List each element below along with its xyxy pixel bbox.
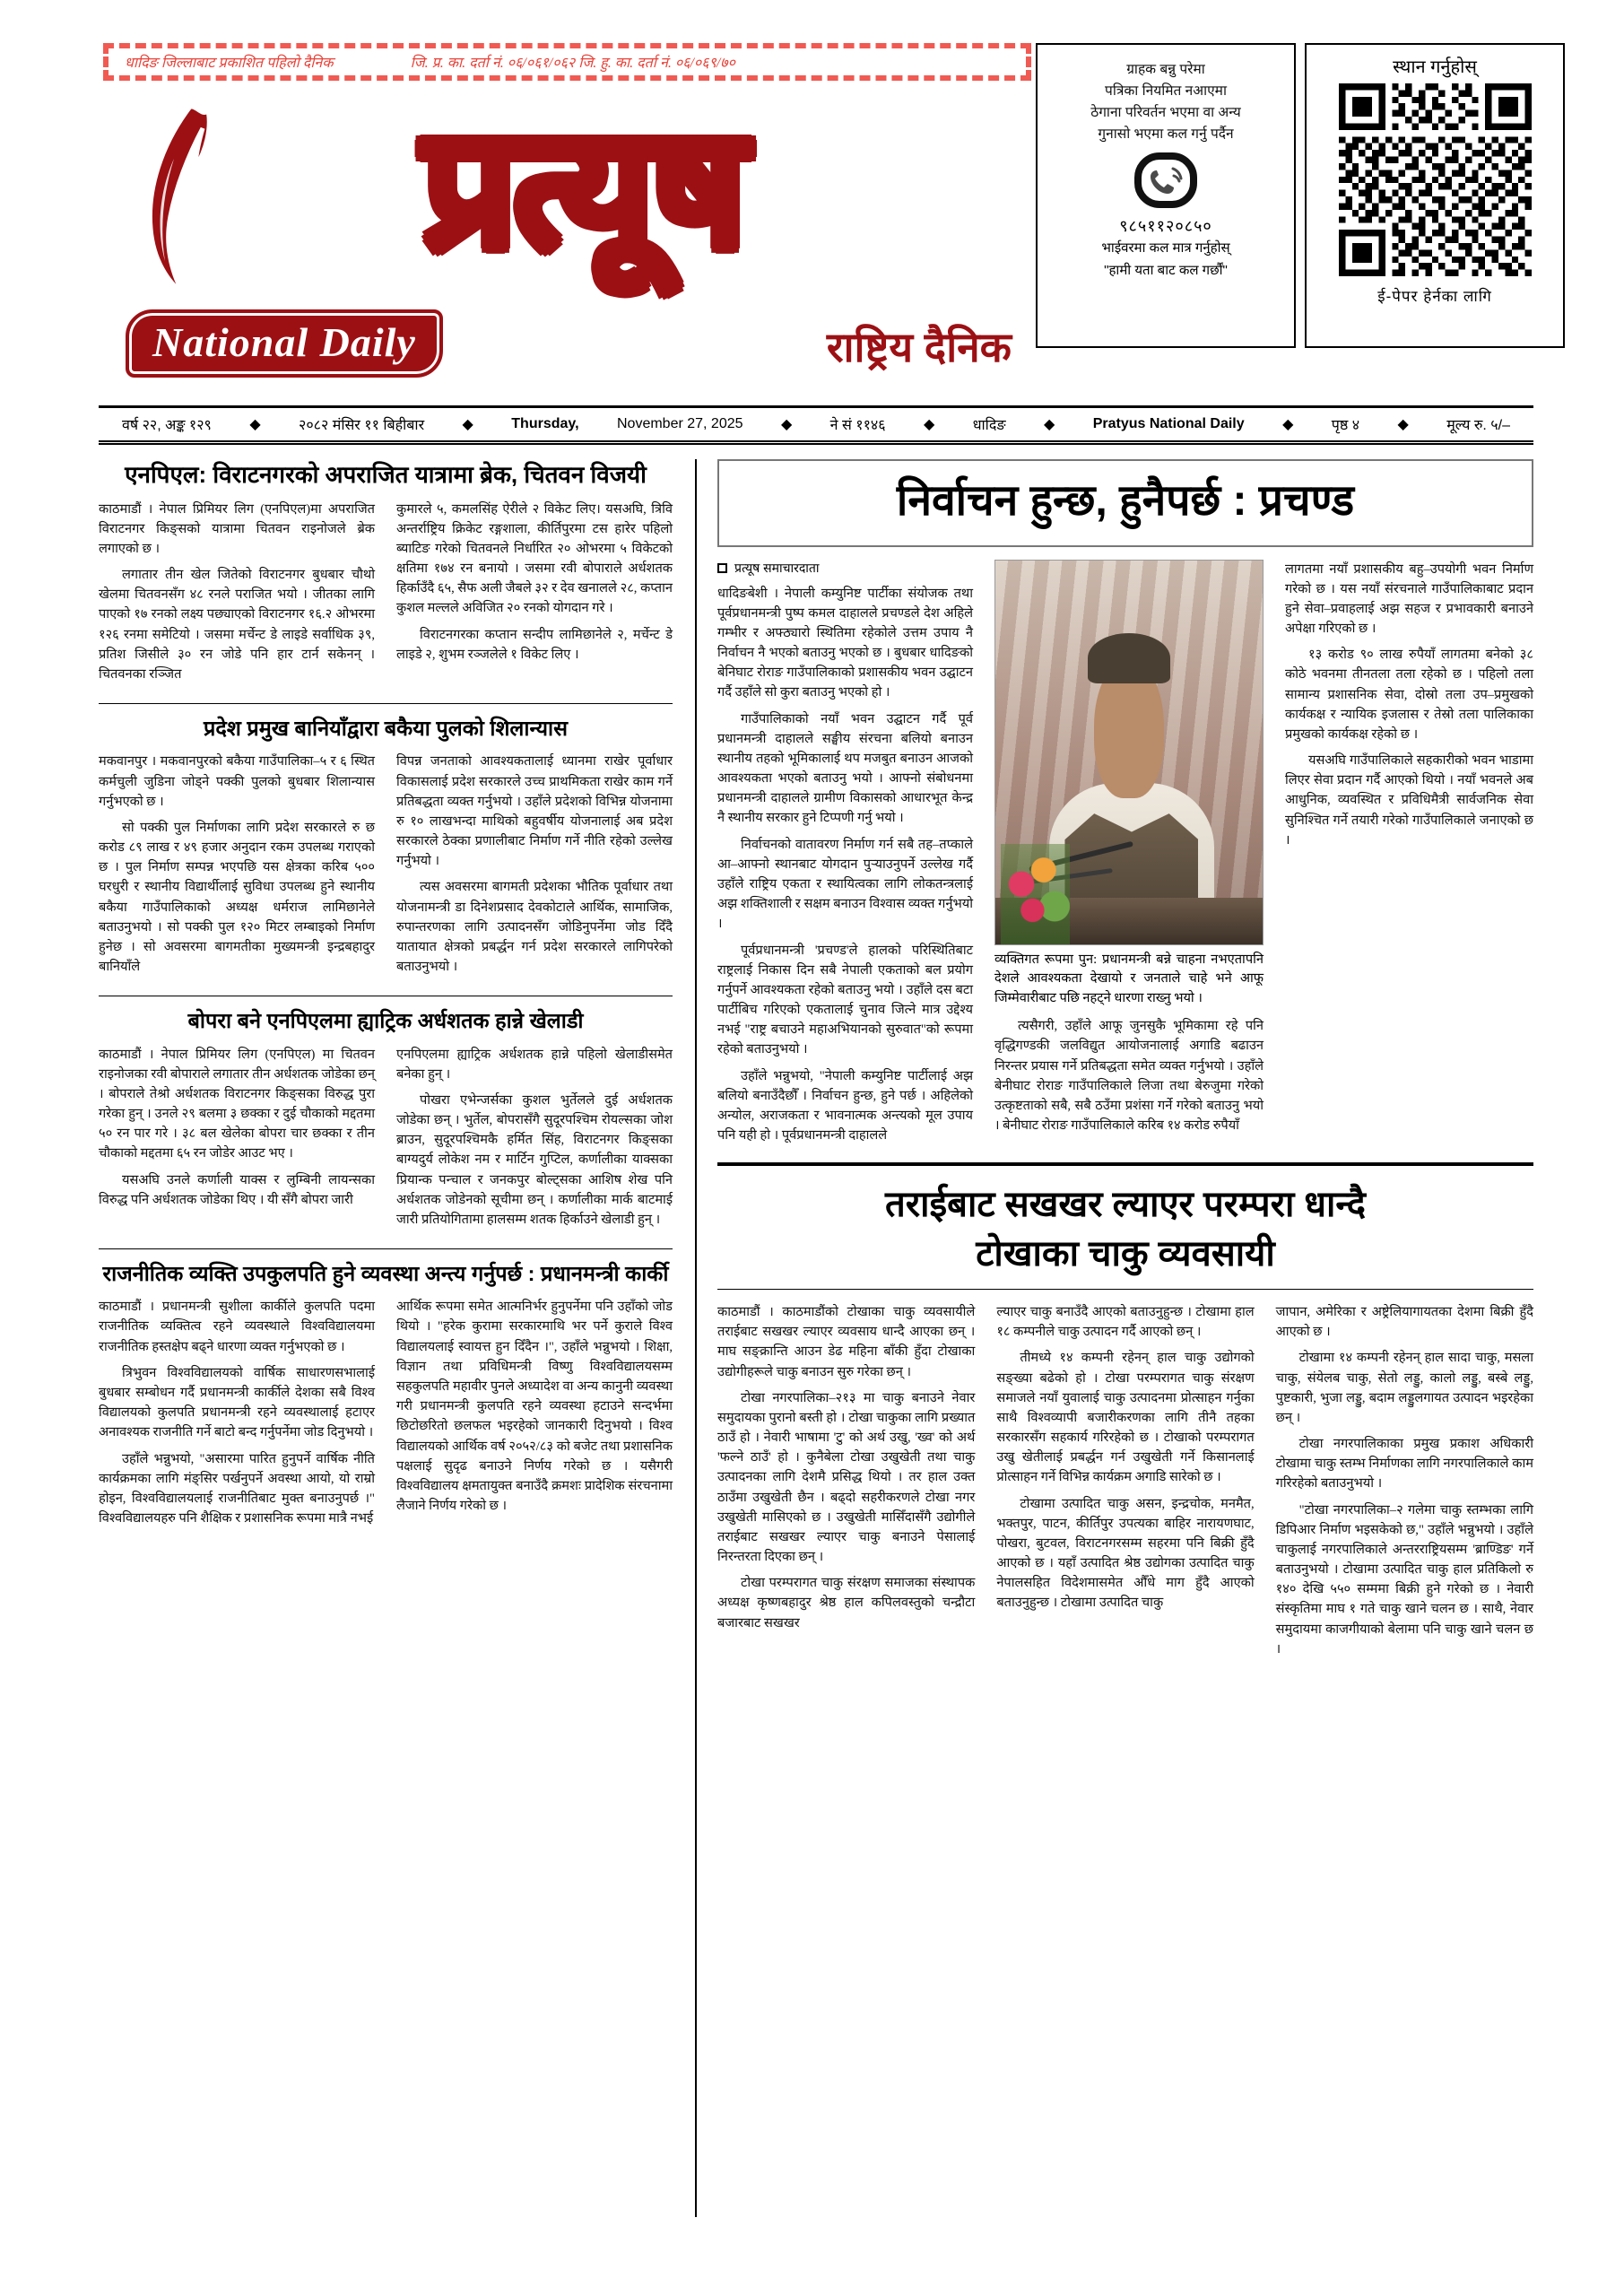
headline-rule	[717, 1289, 1533, 1290]
masthead-subtitles	[99, 309, 1031, 381]
photo-caption: व्यक्तिगत रूपमा पुन: प्रधानमन्त्री बन्ने चाहना नभएतापनि देशले आवश्यकता देखायो र जनताले चाहे भने आफू जिम्मेवारीबाट पछि नहट्ने धारणा राख्नु भयो ।	[994, 952, 1264, 1006]
paper-name-english: Pratyus National Daily	[1092, 416, 1245, 431]
separator-diamond-6: ◆	[1282, 417, 1294, 432]
english-date: November 27, 2025	[616, 416, 743, 431]
main-story-col-2	[994, 560, 1264, 1152]
paragraph: ल्याएर चाकु बनाउँदै आएको बताउनुहुन्छ । टोखामा हाल १८ कम्पनीले चाकु उत्पादन गर्दै आएको छन् ।	[996, 1305, 1255, 1340]
paragraph: काठमाडौं । काठमाडौंको टोखाका चाकु व्यवसायीले तराईबाट सखखर ल्याएर व्यवसाय धान्दै आएका छन् । माघ सङ्क्रान्ति आउन डेढ महिना बाँकी हुँदा टोखाका उद्योगीहरूले चाकु बनाउन सुरु गरेका छन् ।	[717, 1305, 976, 1379]
page-count: पृष्ठ ४	[1331, 418, 1360, 433]
viber-phone-icon	[1133, 152, 1198, 208]
story-col-2	[396, 1297, 673, 1535]
masthead-title: प्रत्यूष	[422, 96, 743, 282]
paragraph: आर्थिक रूपमा समेत आत्मनिर्भर हुनुपर्नेमा पनि उहाँको जोड थियो । "हरेक कुरामा सरकारमाथि भर पर्ने कुराले विश्व विद्यालयलाई स्वायत्त हुन दिँदैन ।", उहाँले भन्नुभयो । शिक्षा, विज्ञान तथा प्रविधिमन्त्री विष्णु विश्वविद्यालयसम्म सहकुलपति महावीर पुनले अध्यादेश वा अन्य कानुनी व्यवस्था गरी प्रधानमन्त्री कुलपति रहने व्यवस्था हटाउने सन्दर्भमा छिटोछरितो छलफल भइरहेको जानकारी दिनुभयो । विश्व विद्यालयको आर्थिक वर्ष २०५२/८३ को बजेट तथा प्रशासनिक पक्षलाई सुदृढ बनाउने निर्णय गरेको छ । यसैगरी विश्वविद्यालय क्षमतायुक्त बनाउँदै क्रमशः प्रादेशिक संरचनामा लैजाने निर्णय गरेको छ ।	[396, 1300, 673, 1514]
paragraph: काठमाडौं । प्रधानमन्त्री सुशीला कार्कीले कुलपति पदमा राजनीतिक व्यक्तित्व रहने व्यवस्थाले विश्वविद्यालयमा राजनीतिक हस्तक्षेप बढ्ने धारणा व्यक्त गर्नुभएको छ ।	[99, 1300, 375, 1354]
date-info-bar	[99, 405, 1533, 445]
story-col-2	[396, 1045, 673, 1237]
registration-right-text: जि. प्र. का. दर्ता नं. ०६/०६१/०६२ जि. हु. का. दर्ता नं. ०६/०६९/७०	[410, 56, 735, 71]
right-column	[717, 459, 1533, 1665]
story-tokha-chaku	[717, 1182, 1533, 1665]
paragraph: पोखरा एभेन्जर्सका कुशल भुर्तेलले दुई अर्धशतक जोडेका छन् । भुर्तेल, बोपरासँगै सुदूरपश्चिम रोयल्सका जोश ब्राउन, सुदूरपश्चिमकै हर्मित सिंह, विराटनगर किङ्सका बाग्यदुर्य लोकेश नम र मार्टिन गुप्टिल, कर्णालीका याक्सका प्रियान्क पन्चाल र जनकपुर बोल्ट्सका आशिष शेख पनि अर्धशतक जोडेनको सूचीमा छन् । कर्णालीका मार्क बाटमाई जारी प्रतियोगितामा हालसम्म शतक हिर्काउने खेलाडी हुन् ।	[396, 1092, 673, 1227]
separator-diamond-2: ◆	[462, 417, 473, 432]
story-col-1	[99, 752, 375, 983]
story-col-2	[396, 500, 673, 691]
subscription-line-4: गुनासो भएमा कल गर्नु पर्दैन	[1098, 126, 1234, 143]
byline	[717, 560, 973, 577]
story-prachanda-election	[717, 459, 1533, 1152]
paragraph: टोखामा १४ कम्पनी रहेनन् हाल सादा चाकु, मसला चाकु, संयेलब चाकु, सेतो लड्डु, कालो लड्डु, बस्बे लड्डु, पुष्टकारी, भुजा लड्डु, बदाम लड्डुलगायत उत्पादन भइरहेका छन् ।	[1275, 1351, 1533, 1425]
story-headline[interactable]: एनपिएल: विराटनगरको अपराजित यात्रामा ब्रेक, चितवन विजयी	[125, 461, 647, 488]
nepali-date: २०८२ मंसिर ११ बिहीबार	[299, 418, 425, 433]
paragraph: त्यस अवसरमा बागमती प्रदेशका भौतिक पूर्वाधार तथा योजनामन्त्री डा दिनेशप्रसाद देवकोटाले आर्थिक, सामाजिक, रुपान्तरणका लागि उत्पादनसँग जोडिनुपर्नेमा जोड दिँदै यातायात क्षेत्रको प्रबर्द्धन गर्न प्रदेश सरकारले लागिपरेको बताउनुभयो ।	[396, 880, 673, 975]
masthead-english-title: National Daily	[126, 309, 443, 378]
paragraph: त्रिभुवन विश्वविद्यालयको वार्षिक साधारणसभालाई बुधबार सम्बोधन गर्दै प्रधानमन्त्री कार्कीले देशका सबै विश्व विद्यालयको कुलपति प्रधानमन्त्री रहने व्यवस्थालाई हटाएर अनावश्यक राजनीति गर्ने बाटो बन्द गर्नुपर्नेमा जोड दिनुभयो ।	[99, 1365, 375, 1440]
paragraph: पूर्वप्रधानमन्त्री 'प्रचण्ड'ले हालको परिस्थितिबाट राष्ट्रलाई निकास दिन सबै नेपाली एकताको बल प्रयोग गर्नुपर्ने आवश्यकता रहेको बताउनु भयो । उहाँले दस बटा पार्टीबिच गरिएको एकतालाई चुनाव जित्ने मात्र उद्देश्य नभई "राष्ट्र बचाउने महाअभियानको सुरुवात"को रूपमा रहेको बताउनुभयो ।	[717, 943, 973, 1057]
english-day: Thursday,	[511, 416, 579, 431]
bottom-story-col-3	[1276, 1302, 1533, 1665]
section-divider	[99, 703, 673, 704]
section-divider	[99, 1248, 673, 1249]
story-bopara-hattrick	[99, 1007, 673, 1236]
subscription-box	[1036, 43, 1296, 348]
paragraph: काठमाडौं । नेपाल प्रिमियर लिग (एनपिएल)मा अपराजित विराटनगर किङ्सको यात्रामा चितवन राइनोजले ब्रेक लगाएको छ ।	[99, 501, 375, 556]
qr-code-image[interactable]	[1339, 83, 1532, 276]
paragraph: जापान, अमेरिका र अष्ट्रेलियागायतका देशमा बिक्री हुँदै आएको छ ।	[1275, 1305, 1533, 1340]
paragraph: त्यसैगरी, उहाँले आफू जुनसुकै भूमिकामा रहे पनि वृद्धिगण्डकी जलविद्युत आयोजनालाई अगाडि बढाउन निरन्तर प्रयास गर्ने प्रतिबद्धता समेत व्यक्त गर्नुभयो । उहाँले बेनीघाट रोराङ गाउँपालिकाले लिजा तथा बेरुजुमा गरेको उत्कृष्टताको सबै, सबै ठउँमा प्रशंसा गर्ने गरेको बताउनु भयो । बेनीघाट रोराङ गाउँपालिकाले करिब १४ करोड रुपैयाँ	[994, 1019, 1264, 1134]
qr-box-title: स्थान गर्नुहोस्	[1393, 57, 1477, 77]
main-story-col-3	[1285, 560, 1533, 1152]
story-col-1	[99, 1297, 375, 1535]
bottom-headline-line-2[interactable]: टोखाका चाकु व्यवसायी	[976, 1233, 1275, 1274]
paragraph: निर्वाचनको वातावरण निर्माण गर्न सबै तह–तप्काले आ–आफ्नो स्थानबाट योगदान पुऱ्याउनुपर्ने उल्लेख गर्दै उहाँले राष्ट्रिय एकता र स्थायित्वका लागि लोकतन्त्रलाई अझ शक्तिशाली र सक्षम बनाउन विश्वास व्यक्त गर्नुभयो ।	[717, 837, 973, 932]
prachanda-speech-photo	[994, 560, 1264, 945]
qr-code-box	[1305, 43, 1565, 348]
paragraph: लागतमा नयाँ प्रशासकीय बहु–उपयोगी भवन निर्माण गरेको छ । यस नयाँ संरचनाले गाउँपालिकाबाट प्रदान हुने सेवा–प्रवाहलाई अझ सहज र प्रभावकारी बनाउने अपेक्षा गरिएको छ ।	[1285, 561, 1533, 637]
story-col-1	[99, 500, 375, 691]
story-bakaiya-bridge	[99, 715, 673, 983]
paragraph: सो पक्की पुल निर्माणका लागि प्रदेश सरकारले रु छ करोड ८९ लाख र ४९ हजार अनुदान रकम उपलब्ध गराएको छ । पुल निर्माण सम्पन्न भएपछि यस क्षेत्रका करिब ५०० घरधुरी र स्थानीय विद्यार्थीलाई सुविधा उपलब्ध हुने स्थानीय बकैया गाउँपालिकाको अध्यक्ष धर्मराज लामिछानेले बताउनुभयो । सो पक्की पुल १२० मिटर लम्बाइको निर्माण हुनेछ । सो अवसरमा बागमतीका मुख्यमन्त्री इन्द्रबहादुर बानियाँले	[99, 820, 375, 975]
bottom-story-col-1	[717, 1302, 975, 1665]
column-divider	[695, 459, 697, 2217]
paragraph: उहाँले भन्नुभयो, "नेपाली कम्युनिष्ट पार्टीलाई अझ बलियो बनाउँदैछौँ । निर्वाचन हुन्छ, हुने पर्छ । अहिलेको अन्योल, अराजकता र भावनात्मक अन्त्यको मूल उपाय पनि यही हो । पूर्वप्रधानमन्त्री दाहालले	[717, 1068, 973, 1144]
byline-text: प्रत्यूष समाचारदाता	[734, 560, 820, 575]
separator-diamond-1: ◆	[249, 417, 261, 432]
place-name: धादिङ	[972, 418, 1006, 433]
masthead	[99, 85, 1031, 381]
paragraph: धादिङबेशी । नेपाली कम्युनिष्ट पार्टीका संयोजक तथा पूर्वप्रधानमन्त्री पुष्प कमल दाहालले प्रचण्डले देश अहिले गम्भीर र अफ्ठ्यारो स्थितिमा रहेकोले उत्तम उपाय नै निर्वाचन नै भएको बताउनु भएको छ । बुधबार धादिङको बेनिघाट रोराङ गाउँपालिकाको प्रशासकीय भवन उद्घाटन गर्दै उहाँले सो कुरा बताउनु भएको हो ।	[717, 586, 973, 700]
subscription-line-2: पत्रिका नियमित नआएमा	[1105, 83, 1227, 100]
registration-banner	[103, 43, 1031, 81]
paragraph: काठमाडौं । नेपाल प्रिमियर लिग (एनपिएल) मा चितवन राइनोजका रवी बोपाराले लगातार तीन अर्धशतक जोडेका छन् । बोपराले तेश्रो अर्धशतक विराटनगर किङ्सका विरुद्ध पुरा गरेका हुन् । उनले २९ बलमा ३ छक्का र दुई चौकाको मद्दतमा ५० रन पार गरे । ३८ बल खेलेका बोपरा चार छक्का र तीन चौकाको मद्दतमा ६५ रन जोडेर आउट भए ।	[99, 1047, 375, 1161]
subscription-note-1: भाईवरमा कल मात्र गर्नुहोस्	[1101, 240, 1230, 257]
paragraph: गाउँपालिकाको नयाँ भवन उद्घाटन गर्दै पूर्व प्रधानमन्त्री दाहालले सङ्घीय संरचना बलियो बनाउन स्थानीय तहको भूमिकालाई थप मजबुत बनाउन आजको आवश्यकता भएको बताउनु भयो । आफ्नो संबोधनमा प्रधानमन्त्री दाहालले ग्रामीण विकासको आधारभूत केन्द्र नै स्थानीय सरकार हुने टिप्पणी गर्नु भयो ।	[717, 711, 973, 826]
main-headline[interactable]: निर्वाचन हुन्छ, हुनैपर्छ : प्रचण्ड	[896, 477, 1355, 525]
subscription-note-2: "हामी यता बाट कल गर्छौं"	[1104, 262, 1228, 278]
subscription-phone-number: ९८५११२०८५०	[1119, 217, 1212, 236]
bottom-story-col-2	[996, 1302, 1254, 1665]
separator-diamond-4: ◆	[923, 417, 935, 432]
volume-issue: वर्ष २२, अङ्क १२९	[122, 418, 212, 433]
paragraph: कुमारले ५, कमलसिंह ऐरीले २ विकेट लिए। यसअघि, त्रिवि अन्तर्राष्ट्रिय क्रिकेट रङ्गशाला, कीर्तिपुरमा टस हारेर पहिलो ब्याटिङ गरेको चितवनले निर्धारित २० ओभरमा ५ विकेटको क्षतिमा १७४ रन बनायो । जसमा रवी बोपाराले अर्धशतक हिर्काउँदै ६५, सैफ अली जैबले ३२ र देव खनालले २८, कप्तान कुशल मल्लले अविजित २० रनको योगदान गरे ।	[396, 501, 673, 616]
price: मूल्य रु. ५/–	[1446, 418, 1510, 433]
subscription-line-1: ग्राहक बन्नु परेमा	[1126, 62, 1205, 77]
section-divider	[717, 1162, 1533, 1166]
story-headline[interactable]: बोपरा बने एनपिएलमा ह्याट्रिक अर्धशतक हान्ने खेलाडी	[187, 1009, 584, 1033]
nepal-sambat: ने सं ११४६	[829, 418, 886, 433]
paragraph: विपन्न जनताको आवश्यकतालाई ध्यानमा राखेर पूर्वाधार विकासलाई प्रदेश सरकारले उच्च प्राथमिकता राखेर काम गर्ने प्रतिबद्धता व्यक्त गर्नुभयो । उहाँले प्रदेशको विभिन्न योजनामा रु १० लाखभन्दा माथिको बहुवर्षीय योजनालाई अब प्रदेश सरकारले ठेक्का प्रणालीबाट निर्माण गर्ने नीति रहेको उल्लेख गर्नुभयो ।	[396, 754, 673, 869]
story-col-1	[99, 1045, 375, 1237]
story-col-2	[396, 752, 673, 983]
separator-diamond-7: ◆	[1397, 417, 1409, 432]
masthead-nepali-subtitle: राष्ट्रिय दैनिक	[826, 324, 1012, 370]
byline-square-icon	[717, 563, 727, 573]
separator-diamond-5: ◆	[1043, 417, 1055, 432]
masthead-logo	[99, 85, 1031, 309]
paragraph: "टोखा नगरपालिका–२ गलेमा चाकु स्तम्भका लागि डिपिआर निर्माण भइसकेको छ," उहाँले भन्नुभयो । उहाँले चाकुलाई नगरपालिकाले अन्तरराष्ट्रियसम्म 'ब्राण्डिङ' गर्ने बताउनुभयो । टोखामा उत्पादित चाकु हाल प्रतिकिलो रु १४० देखि ५५० सम्ममा बिक्री हुने गरेको छ । नेवारी संस्कृतिमा माघ १ गते चाकु खाने चलन छ । साथै, नेवार समुदायमा काजगीयाको बेलामा पनि चाकु खाने चलन छ ।	[1275, 1502, 1533, 1657]
story-npl-biratnagar	[99, 459, 673, 691]
paragraph: लगातार तीन खेल जितेको विराटनगर बुधबार चौथो खेलमा चितवनसँग ४८ रनले पराजित भयो । जीतका लागि पाएको १७ रनको लक्ष्य पछ्याएको विराटनगर १६.२ ओभरमा १२६ रनमा समेटियो । जसमा मर्चेन्ट डे लाइडे सर्वाधिक ३९, प्रतिश जिसीले ३० रन जोडे पनि हार टार्न सकेनन् । चितवनका रञ्जित	[99, 568, 375, 682]
bottom-headline-line-1[interactable]: तराईबाट सखखर ल्याएर परम्परा धान्दै	[885, 1185, 1366, 1225]
paragraph: तीमध्ये १४ कम्पनी रहेनन् हाल चाकु उद्योगको सङ्ख्या बढेको हो । टोखा परम्परागत चाकु संरक्षण समाजले नयाँ युवालाई चाकु उत्पादनमा प्रोत्साहन गर्नुका साथै विश्वव्यापी बजारीकरणका लागि तीनै तहका सरकारसँग सहकार्य गरिरहेको छ । टोखाको परम्परागत उखु खेतीलाई प्रबर्द्धन गर्न उखुखेती गर्ने किसानलाई प्रोत्साहन गर्ने विभिन्न कार्यक्रम अगाडि सारेको छ ।	[996, 1351, 1255, 1485]
paragraph: एनपिएलमा ह्याट्रिक अर्धशतक हान्ने पहिलो खेलाडीसमेत बनेका हुन् ।	[396, 1047, 673, 1082]
paragraph: टोखा नगरपालिकाका प्रमुख प्रकाश अधिकारी टोखामा चाकु स्तम्भ निर्माणका लागि नगरपालिकाले काम गरिरहेको बताउनुभयो ।	[1275, 1437, 1533, 1492]
paragraph: विराटनगरका कप्तान सन्दीप लामिछानेले २, मर्चेन्ट डे लाइडे २, शुभम रञ्जलेले १ विकेट लिए ।	[396, 627, 673, 662]
story-headline[interactable]: राजनीतिक व्यक्ति उपकुलपति हुने व्यवस्था अन्त्य गर्नुपर्छ : प्रधानमन्त्री कार्की	[102, 1262, 669, 1286]
paragraph: टोखा परम्परागत चाकु संरक्षण समाजका संस्थापक अध्यक्ष कृष्णबहादुर श्रेष्ठ हाल कपिलवस्तुको चन्द्रौटा बजारबाट सखखर	[717, 1576, 976, 1631]
paragraph: टोखा नगरपालिका–२१३ मा चाकु बनाउने नेवार समुदायका पुरानो बस्ती हो । टोखा चाकुका लागि प्रख्यात ठाउँ हो । नेवारी भाषामा 'टु' को अर्थ उखु, 'ख्व' को अर्थ 'फल्ने ठाउँ' हो । कुनैबेला टोखा उखुखेती तथा चाकु उत्पादनका लागि देशमै प्रसिद्ध थियो । तर हाल उक्त ठाउँमा उखुखेती छैन । बढ्दो सहरीकरणले टोखा नगर उखुखेती मासिएको छ । उखुखेती मासिँदासँगै उद्योगीले तराईबाट सखखर ल्याएर चाकु बनाउने पेसालाई निरन्तरता दिएका छन् ।	[717, 1390, 976, 1565]
registration-left-text: धादिङ जिल्लाबाट प्रकाशित पहिलो दैनिक	[125, 56, 334, 71]
flame-logo-icon	[126, 103, 233, 296]
main-story-col-1	[717, 560, 973, 1152]
separator-diamond-3: ◆	[780, 417, 793, 432]
subscription-line-3: ठेगाना परिवर्तन भएमा वा अन्य	[1090, 105, 1241, 121]
paragraph: यसअघि उनले कर्णाली याक्स र लुम्बिनी लायन्सका विरुद्ध पनि अर्धशतक जोडेका थिए । यी सँगै बोपरा जारी	[99, 1172, 375, 1207]
paragraph: १३ करोड ९० लाख रुपैयाँ लागतमा बनेको ३८ कोठे भवनमा तीनतला तला रहेको छ । पहिलो तला सामान्य प्रशासनिक सेवा, दोस्रो तला उप–प्रमुखको कार्यकक्ष र न्यायिक इजलास र तेस्रो तला पालिकाका प्रमुखको कार्यकक्ष रहेको छ ।	[1285, 648, 1533, 742]
paragraph: मकवानपुर । मकवानपुरको बकैया गाउँपालिका–५ र ६ स्थित कर्मचुली जुडिना जोड्ने पक्की पुलको बुधबार शिलान्यास गर्नुभएको छ ।	[99, 754, 375, 809]
story-headline[interactable]: प्रदेश प्रमुख बानियाँद्वारा बकैया पुलको शिलान्यास	[204, 717, 568, 741]
story-vice-chancellor	[99, 1260, 673, 1535]
paragraph: यसअघि गाउँपालिकाले सहकारीको भवन भाडामा लिएर सेवा प्रदान गर्दै आएको थियो । नयाँ भवनले अब आधुनिक, व्यवस्थित र प्रविधिमैत्री सार्वजनिक सेवा सुनिश्चित गर्ने तयारी गरेको गाउँपालिकाले जनाएको छ ।	[1285, 753, 1533, 848]
left-column	[99, 459, 673, 1535]
paragraph: टोखामा उत्पादित चाकु असन, इन्द्रचोक, मनमैत, भक्तपुर, पाटन, कीर्तिपुर उपत्यका बाहिर नारायणघाट, पोखरा, बुटवल, विराटनगरसम्म सहरमा पनि बिक्री हुँदै आएको छ । यहाँ उत्पादित श्रेष्ठ उद्योगका उत्पादित चाकु नेपालसहित विदेशमासमेत औँधे माग हुँदै आएको बताउनुहुन्छ । टोखामा उत्पादित चाकु	[996, 1496, 1255, 1611]
main-headline-box	[717, 459, 1533, 547]
qr-box-caption: ई-पेपर हेर्नका लागि	[1377, 288, 1492, 305]
paragraph: उहाँले भन्नुभयो, "असारमा पारित हुनुपर्ने वार्षिक नीति कार्यक्रमका लागि मंङ्सिर पर्खनुपर्ने अवस्था आयो, यो राम्रो होइन, विश्वविद्यालयलाई राजनीतिबाट मुक्त बनाउनुपर्छ ।" विश्वविद्यालयहरु पनि शैक्षिक र प्रशासनिक रूपमा मात्रै नभई	[99, 1451, 375, 1526]
